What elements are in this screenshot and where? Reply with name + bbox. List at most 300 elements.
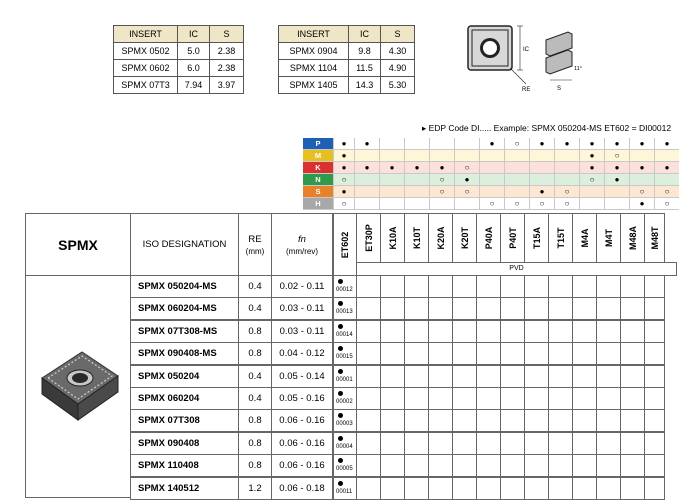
col-ic: IC — [178, 26, 210, 43]
suitability-mark: ○ — [454, 186, 479, 197]
re-value-cell: 0.8 — [238, 342, 272, 365]
grade-header-k10a — [380, 213, 405, 263]
iso-letter-badge: P — [303, 138, 333, 149]
material-row-h — [303, 198, 679, 210]
grade-availability-cell — [428, 477, 453, 500]
suitability-mark — [504, 162, 529, 173]
grade-availability-cell — [524, 320, 549, 343]
suitability-mark: ● — [479, 138, 504, 149]
cell: 9.8 — [349, 43, 381, 60]
suitability-mark: ● — [579, 138, 604, 149]
grade-availability-cell — [500, 454, 525, 477]
grade-availability-cell — [356, 477, 381, 500]
grade-header-t15t — [548, 213, 573, 263]
edp-code: 00002 — [336, 399, 353, 405]
grade-header-m4a — [572, 213, 597, 263]
iso-designation-cell: SPMX 07T308 — [130, 409, 239, 432]
grade-availability-cell — [620, 342, 645, 365]
suitability-mark: ● — [404, 162, 429, 173]
suitability-mark: ● — [529, 138, 554, 149]
suitability-mark — [479, 150, 504, 161]
grade-availability-cell — [476, 297, 501, 320]
grade-availability-cell — [620, 320, 645, 343]
grade-availability-cell — [404, 365, 429, 388]
suitability-mark — [454, 138, 479, 149]
grade-availability-cell — [380, 454, 405, 477]
grade-availability-cell — [452, 477, 477, 500]
grade-header-label: M4A — [579, 228, 590, 248]
grade-availability-cell — [620, 477, 645, 500]
grade-availability-cell — [644, 275, 665, 298]
edp-code: 00011 — [336, 488, 353, 495]
grade-availability-cell — [572, 387, 597, 410]
grade-availability-cell — [620, 432, 645, 455]
grade-availability-cell — [356, 297, 381, 320]
grade-header-label: M4T — [603, 229, 614, 247]
grade-availability-cell — [356, 409, 381, 432]
suitability-mark — [354, 198, 379, 209]
grade-availability-cell — [500, 297, 525, 320]
et602-availability-cell — [333, 320, 357, 343]
grade-availability-cell — [572, 454, 597, 477]
grade-availability-cell — [596, 320, 621, 343]
suitability-mark — [504, 174, 529, 185]
availability-dot — [338, 481, 343, 486]
suitability-mark: ● — [604, 174, 629, 185]
suitability-mark — [504, 186, 529, 197]
re-header-label: RE — [248, 233, 262, 245]
grade-availability-cell — [404, 320, 429, 343]
insert-photo — [36, 348, 122, 428]
suitability-mark: ○ — [629, 186, 654, 197]
grade-availability-cell — [644, 409, 665, 432]
availability-dot — [338, 391, 343, 396]
et602-availability-cell — [333, 432, 357, 455]
col-insert: INSERT — [114, 26, 178, 43]
grade-availability-cell — [452, 297, 477, 320]
suitability-mark: ○ — [654, 186, 679, 197]
grade-availability-cell — [524, 387, 549, 410]
availability-dot — [338, 346, 343, 351]
suitability-mark: ○ — [454, 162, 479, 173]
grade-availability-cell — [500, 477, 525, 500]
grade-availability-cell — [476, 320, 501, 343]
cell: 4.90 — [381, 60, 415, 77]
et602-availability-cell — [333, 297, 357, 320]
grade-availability-cell — [620, 409, 645, 432]
cell: SPMX 0502 — [114, 43, 178, 60]
cell: 5.0 — [178, 43, 210, 60]
grade-availability-cell — [572, 409, 597, 432]
grade-availability-cell — [500, 320, 525, 343]
grade-availability-cell — [356, 365, 381, 388]
suitability-mark: ○ — [333, 198, 354, 209]
grade-header-label: K10A — [387, 226, 398, 250]
suitability-mark: ● — [454, 174, 479, 185]
suitability-mark — [354, 150, 379, 161]
re-value-cell: 0.8 — [238, 409, 272, 432]
grade-availability-cell — [596, 432, 621, 455]
grade-header-m48t — [644, 213, 665, 263]
grade-header-label: K20T — [459, 226, 470, 250]
grade-availability-cell — [404, 477, 429, 500]
fn-value-cell: 0.03 - 0.11 — [271, 297, 333, 320]
col-ic: IC — [349, 26, 381, 43]
suitability-mark: ○ — [429, 186, 454, 197]
grade-availability-cell — [596, 365, 621, 388]
availability-dot — [338, 458, 343, 463]
grade-availability-cell — [404, 454, 429, 477]
grade-availability-cell — [500, 365, 525, 388]
grade-availability-cell — [380, 409, 405, 432]
re-value-cell: 0.8 — [238, 320, 272, 343]
et602-availability-cell — [333, 454, 357, 477]
availability-dot — [338, 279, 343, 284]
grade-availability-cell — [380, 365, 405, 388]
suitability-mark: ● — [554, 138, 579, 149]
suitability-mark: ● — [333, 150, 354, 161]
grade-availability-cell — [356, 342, 381, 365]
grade-availability-cell — [572, 365, 597, 388]
suitability-mark: ○ — [504, 198, 529, 209]
material-row-s — [303, 186, 679, 198]
grade-availability-cell — [476, 275, 501, 298]
grade-availability-cell — [572, 320, 597, 343]
grade-availability-cell — [452, 432, 477, 455]
suitability-mark — [404, 150, 429, 161]
suitability-mark: ● — [333, 186, 354, 197]
grade-availability-cell — [620, 365, 645, 388]
suitability-mark — [604, 198, 629, 209]
grade-availability-cell — [572, 477, 597, 500]
cell: 5.30 — [381, 77, 415, 94]
fn-value-cell: 0.06 - 0.18 — [271, 477, 333, 500]
grade-availability-cell — [572, 342, 597, 365]
suitability-mark — [404, 174, 429, 185]
grade-header-label: M48A — [627, 225, 638, 251]
availability-dot — [338, 436, 343, 441]
suitability-mark: ○ — [554, 198, 579, 209]
fn-value-cell: 0.02 - 0.11 — [271, 275, 333, 298]
grade-availability-cell — [548, 297, 573, 320]
grade-header-label: M48T — [649, 226, 660, 250]
edp-code: 00004 — [336, 443, 353, 450]
grade-availability-cell — [548, 477, 573, 500]
grade-header-label: ET30P — [363, 224, 374, 252]
grade-header-label: T15T — [555, 227, 566, 249]
et602-availability-cell — [333, 409, 357, 432]
grade-availability-cell — [500, 342, 525, 365]
material-row-m — [303, 150, 679, 162]
grade-header-p40t — [500, 213, 525, 263]
grade-availability-cell — [548, 320, 573, 343]
re-header — [238, 213, 272, 276]
fn-value-cell: 0.03 - 0.11 — [271, 320, 333, 343]
grade-availability-cell — [356, 320, 381, 343]
grade-availability-cell — [428, 454, 453, 477]
grade-availability-cell — [356, 387, 381, 410]
suitability-mark — [379, 138, 404, 149]
fn-header-label: fn — [298, 233, 306, 245]
product-title: SPMX — [25, 213, 131, 276]
suitability-mark — [504, 150, 529, 161]
grade-availability-cell — [572, 432, 597, 455]
iso-letter-badge: S — [303, 186, 333, 197]
grade-availability-cell — [596, 454, 621, 477]
suitability-mark — [629, 150, 654, 161]
grade-availability-cell — [428, 409, 453, 432]
suitability-mark — [454, 198, 479, 209]
suitability-mark — [379, 198, 404, 209]
s-label: S — [557, 86, 562, 92]
iso-designation-cell: SPMX 07T308-MS — [130, 320, 239, 343]
grade-availability-cell — [404, 297, 429, 320]
grade-availability-cell — [596, 297, 621, 320]
suitability-mark — [529, 162, 554, 173]
suitability-mark — [479, 186, 504, 197]
grade-availability-cell — [524, 342, 549, 365]
grade-header-m4t — [596, 213, 621, 263]
grade-header-label: ET602 — [340, 231, 350, 258]
grade-availability-cell — [452, 275, 477, 298]
re-value-cell: 0.4 — [238, 297, 272, 320]
insert-diagram — [460, 18, 600, 96]
col-s: S — [381, 26, 415, 43]
grade-availability-cell — [524, 275, 549, 298]
grade-availability-cell — [524, 454, 549, 477]
grade-availability-cell — [404, 275, 429, 298]
suitability-mark: ● — [604, 162, 629, 173]
cell: 7.94 — [178, 77, 210, 94]
grade-header-k20t — [452, 213, 477, 263]
iso-designation-cell: SPMX 060204 — [130, 387, 239, 410]
iso-designation-cell: SPMX 140512 — [130, 477, 239, 500]
edp-code: 00003 — [336, 421, 353, 428]
et602-availability-cell — [333, 477, 357, 500]
table-row — [114, 60, 244, 77]
grade-availability-cell — [644, 454, 665, 477]
grade-availability-cell — [548, 342, 573, 365]
suitability-mark — [529, 150, 554, 161]
pvd-coating-label: PVD — [356, 262, 677, 276]
suitability-mark: ○ — [529, 198, 554, 209]
cell: 11.5 — [349, 60, 381, 77]
material-group-matrix — [303, 138, 679, 210]
grade-availability-cell — [524, 477, 549, 500]
grade-availability-cell — [356, 454, 381, 477]
suitability-mark — [554, 150, 579, 161]
table-row — [114, 43, 244, 60]
edp-code: 00013 — [336, 309, 353, 316]
re-value-cell: 0.4 — [238, 275, 272, 298]
edp-code: 00005 — [336, 466, 353, 473]
cell: SPMX 0602 — [114, 60, 178, 77]
suitability-mark: ● — [629, 138, 654, 149]
grade-availability-cell — [404, 342, 429, 365]
fn-header — [271, 213, 333, 276]
suitability-mark: ○ — [479, 198, 504, 209]
grade-availability-cell — [452, 387, 477, 410]
grade-availability-cell — [524, 432, 549, 455]
grade-availability-cell — [476, 342, 501, 365]
grade-availability-cell — [404, 432, 429, 455]
grade-availability-cell — [476, 387, 501, 410]
suitability-mark: ○ — [554, 186, 579, 197]
edp-code: 00012 — [336, 287, 353, 293]
suitability-mark — [654, 150, 679, 161]
suitability-mark — [554, 162, 579, 173]
suitability-mark — [579, 186, 604, 197]
grade-availability-cell — [500, 409, 525, 432]
grade-availability-cell — [452, 454, 477, 477]
suitability-mark: ● — [333, 162, 354, 173]
suitability-mark — [354, 174, 379, 185]
grade-availability-cell — [548, 409, 573, 432]
grade-header-k20a — [428, 213, 453, 263]
suitability-mark — [479, 162, 504, 173]
suitability-mark: ● — [579, 150, 604, 161]
table-row — [114, 77, 244, 94]
grade-availability-cell — [596, 409, 621, 432]
suitability-mark: ● — [354, 138, 379, 149]
grade-header-p40a — [476, 213, 501, 263]
availability-dot — [338, 413, 343, 418]
insert-spec-table-right — [278, 25, 415, 94]
suitability-mark — [479, 174, 504, 185]
fn-value-cell: 0.05 - 0.16 — [271, 387, 333, 410]
suitability-mark: ● — [354, 162, 379, 173]
grade-availability-cell — [620, 454, 645, 477]
grade-availability-cell — [620, 297, 645, 320]
grade-availability-cell — [452, 365, 477, 388]
grade-availability-cell — [524, 365, 549, 388]
grade-header-label: K10T — [411, 226, 422, 250]
edp-code: 00014 — [336, 331, 353, 338]
suitability-mark — [404, 198, 429, 209]
suitability-mark — [429, 150, 454, 161]
iso-letter-badge: M — [303, 150, 333, 161]
grade-availability-cell — [548, 387, 573, 410]
fn-value-cell: 0.05 - 0.14 — [271, 365, 333, 388]
suitability-mark — [604, 186, 629, 197]
grade-availability-cell — [380, 320, 405, 343]
suitability-mark: ● — [654, 138, 679, 149]
grade-availability-cell — [572, 297, 597, 320]
suitability-mark — [379, 186, 404, 197]
grade-availability-cell — [380, 477, 405, 500]
grade-availability-cell — [596, 342, 621, 365]
re-unit-label: (mm) — [245, 246, 265, 256]
grade-header-m48a — [620, 213, 645, 263]
grade-availability-cell — [428, 432, 453, 455]
grade-header-label: K20A — [435, 226, 446, 250]
col-s: S — [210, 26, 244, 43]
availability-dot — [338, 324, 343, 329]
suitability-mark: ○ — [333, 174, 354, 185]
grade-availability-cell — [380, 275, 405, 298]
grade-availability-cell — [524, 409, 549, 432]
grade-availability-cell — [452, 320, 477, 343]
suitability-mark — [554, 174, 579, 185]
availability-dot — [338, 301, 343, 306]
cell: 4.30 — [381, 43, 415, 60]
grade-availability-cell — [548, 365, 573, 388]
suitability-mark — [429, 198, 454, 209]
grade-header-k10t — [404, 213, 429, 263]
et602-availability-cell — [333, 387, 357, 410]
grade-availability-cell — [548, 275, 573, 298]
grade-availability-cell — [428, 275, 453, 298]
edp-code-note: ▸ EDP Code DI..... Example: SPMX 050204-MS ET602 = DI00012 — [422, 123, 672, 133]
insert-image-cell — [25, 275, 131, 498]
grade-header-label: T15A — [531, 226, 542, 250]
suitability-mark: ○ — [579, 174, 604, 185]
cell: 14.3 — [349, 77, 381, 94]
suitability-mark: ● — [654, 162, 679, 173]
re-value-cell: 0.8 — [238, 454, 272, 477]
ic-label: IC — [523, 47, 529, 53]
grade-availability-cell — [476, 432, 501, 455]
grade-availability-cell — [452, 342, 477, 365]
suitability-mark: ● — [629, 162, 654, 173]
grade-availability-cell — [380, 432, 405, 455]
suitability-mark — [654, 174, 679, 185]
grade-header-label: P40A — [483, 226, 494, 250]
grade-header-et30p — [356, 213, 381, 263]
cell: SPMX 0904 — [279, 43, 349, 60]
grade-availability-cell — [380, 297, 405, 320]
grade-availability-cell — [428, 342, 453, 365]
grade-availability-cell — [428, 387, 453, 410]
et602-availability-cell — [333, 365, 357, 388]
suitability-mark — [379, 150, 404, 161]
grade-availability-cell — [476, 365, 501, 388]
suitability-mark — [404, 186, 429, 197]
grade-availability-cell — [428, 320, 453, 343]
material-row-k — [303, 162, 679, 174]
suitability-mark — [454, 150, 479, 161]
suitability-mark: ○ — [429, 174, 454, 185]
grade-availability-cell — [428, 365, 453, 388]
grade-availability-cell — [452, 409, 477, 432]
iso-letter-badge: N — [303, 174, 333, 185]
suitability-mark — [629, 174, 654, 185]
suitability-mark: ○ — [654, 198, 679, 209]
re-value-cell: 1.2 — [238, 477, 272, 500]
suitability-mark — [379, 174, 404, 185]
iso-letter-badge: H — [303, 198, 333, 209]
suitability-mark: ○ — [604, 150, 629, 161]
grade-availability-cell — [644, 432, 665, 455]
grade-availability-cell — [476, 477, 501, 500]
grade-availability-cell — [404, 409, 429, 432]
grade-header-t15a — [524, 213, 549, 263]
iso-designation-cell: SPMX 090408 — [130, 432, 239, 455]
edp-code: 00015 — [336, 354, 353, 361]
angle-label: 11° — [574, 66, 582, 72]
fn-value-cell: 0.06 - 0.16 — [271, 432, 333, 455]
cell: SPMX 07T3 — [114, 77, 178, 94]
insert-spec-table-left — [113, 25, 244, 94]
grade-availability-cell — [620, 387, 645, 410]
re-label: RE — [522, 87, 531, 93]
col-insert: INSERT — [279, 26, 349, 43]
iso-designation-cell: SPMX 090408-MS — [130, 342, 239, 365]
grade-availability-cell — [380, 387, 405, 410]
grade-availability-cell — [404, 387, 429, 410]
re-value-cell: 0.4 — [238, 387, 272, 410]
suitability-mark: ● — [604, 138, 629, 149]
